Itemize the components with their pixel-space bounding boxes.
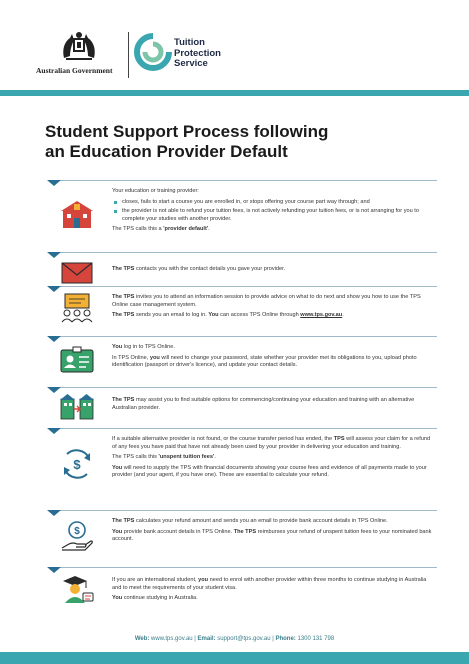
buildings-icon (59, 391, 95, 423)
email-link[interactable]: support@tps.gov.au (215, 636, 271, 642)
step-rule (57, 428, 437, 429)
hand-money-icon (59, 520, 95, 552)
list-item: the provider is not able to refund your tuition fees, is not actively refunding your tuition fees, or is not arranging for you to complete your studies with another provider. (122, 208, 432, 223)
step-text: If a suitable alternative provider is not found, or the course transfer period has ended, the TPS will assess your claim for a refund of any fees you have paid that have not already been used by your provider in delivering your education and training. The TPS calls this 'unspent tuition fees'. You will need to supply the TPS with financial documents showing your course fees and evidence of all payments made to your provider (and your agent, if you have one). These are essential to calculate your refund. (112, 436, 431, 479)
australian-government-logo (36, 30, 128, 80)
step-contact (0, 252, 469, 282)
list-item: closes, fails to start a course you are enrolled in, or stops offering your course part way through; and (122, 199, 432, 207)
step-text: The TPS contacts you with the contact details you gave your provider. (112, 266, 286, 272)
web-link[interactable]: www.tps.gov.au (149, 636, 193, 642)
footer-teal-bar (0, 652, 469, 664)
step-text: The TPS invites you to attend an information session to provide advice on what to do next and show you how to use the TPS Online case management system. The TPS sends you an email to log in. You can access TPS Online through www.tps.gov.au. (112, 294, 421, 319)
step-text: If you are an international student, you need to enrol with another provider within three months to continue studying in Australia and to meet the requirements of your student visa. You continue studying in Australia. (112, 577, 427, 602)
phone-number: 1300 131 798 (295, 636, 335, 642)
tps-website-link[interactable]: www.tps.gov.au (300, 312, 343, 319)
step-text: Your education or training provider: closes, fails to start a course you are enrolled in, or stops offering your course part way through; and the provider is not able to refund your tuition fees, is not actively refunding your tuition fees, or is not arranging for you to complete your studies with another provider. The TPS calls this a 'provider default'. (112, 188, 432, 237)
step-text: The TPS calculates your refund amount and sends you an email to provide bank account details in TPS Online. You provide bank account details in TPS Online. The TPS reimburses your refund of unspent tuition fees to your nominated bank account. (112, 518, 432, 543)
step-text: You log in to TPS Online. In TPS Online, you will need to change your password, state whether your provider met its obligations to you, upload photo identification (passport or driver's licence), and update your contact details. (112, 344, 417, 369)
step-refund-assessment (0, 428, 469, 504)
step-rule (57, 510, 437, 511)
svg-text:$: $ (73, 457, 81, 472)
footer-contact: Web: www.tps.gov.au | Email: support@tps.gov.au | Phone: 1300 131 798 (134, 636, 335, 642)
step-arrow (47, 428, 61, 434)
coat-of-arms-icon (58, 30, 100, 62)
step-rule (57, 567, 437, 568)
step-rule (57, 252, 437, 253)
step-rule (57, 387, 437, 388)
svg-text:$: $ (74, 526, 80, 537)
step-provider-default (0, 180, 469, 246)
presentation-icon (59, 292, 95, 324)
refund-dollar-icon (59, 448, 95, 480)
step-text: The TPS may assist you to find suitable options for commencing/continuing your education and training with an alternative Australian provider. (112, 397, 415, 411)
graduate-icon (59, 573, 95, 605)
step-refund-payment (0, 510, 469, 562)
envelope-icon (59, 256, 95, 288)
header-divider (128, 32, 129, 78)
tps-name: Tuition Protection Service (174, 37, 221, 69)
step-rule (57, 286, 437, 287)
page-title: Student Support Process following an Education Provider Default (45, 122, 329, 161)
tps-mark-icon (134, 32, 172, 76)
header-teal-bar (0, 90, 469, 96)
step-arrow (47, 336, 61, 342)
step-alternative-provider (0, 387, 469, 423)
step-rule (57, 180, 437, 181)
step-rule (57, 336, 437, 337)
step-arrow (47, 180, 61, 186)
step-arrow (47, 510, 61, 516)
school-icon (59, 198, 95, 230)
header (0, 0, 469, 92)
step-login (0, 336, 469, 382)
government-name: Australian Government (36, 66, 113, 75)
step-continue-studying (0, 567, 469, 617)
step-information-session (0, 286, 469, 332)
criteria-list (112, 199, 432, 224)
tps-logo (134, 32, 234, 82)
id-card-icon (59, 344, 95, 376)
